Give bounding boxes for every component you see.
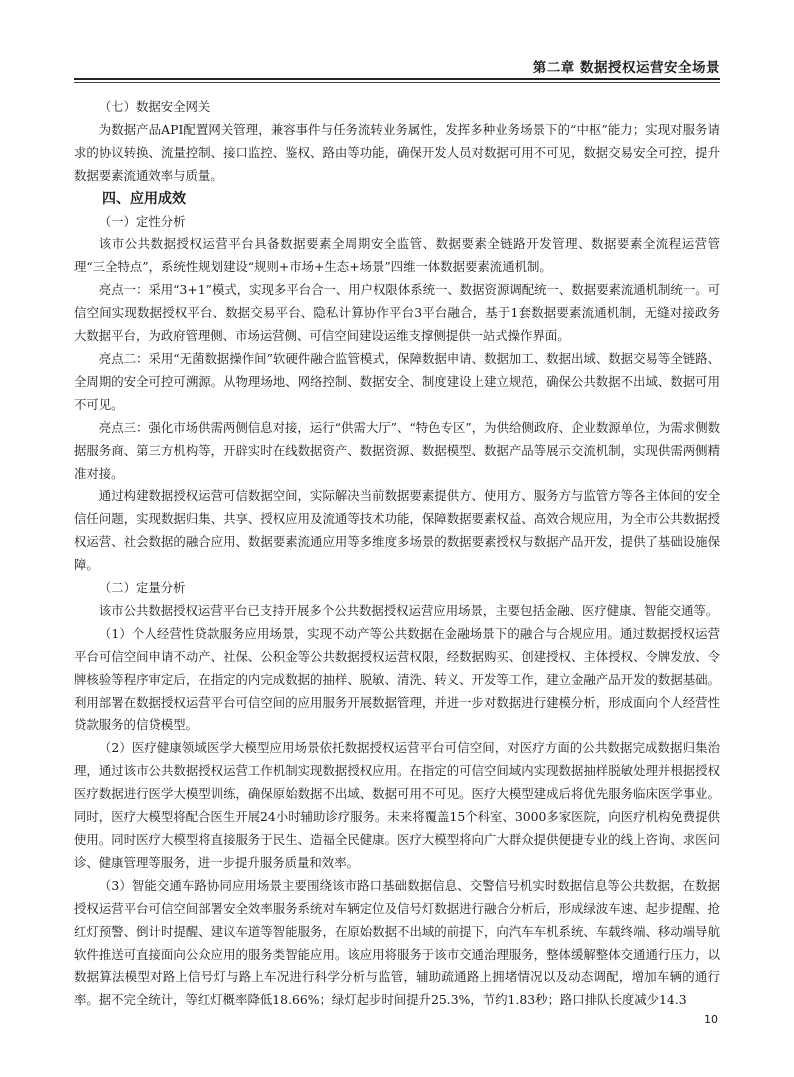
paragraph-quantitative-intro: 该市公共数据授权运营平台已支持开展多个公共数据授权运营应用场景，主要包括金融、医疗健康、智能交通等。	[98, 602, 719, 618]
paragraph-qualitative-intro: 该市公共数据授权运营平台具备数据要素全周期安全监管、数据要素全链路开发管理、数据要素全流程运营管理“三全特点”，系统性规划建设“规则+市场+生态+场景”四维一体数据要素流通机制。	[74, 236, 720, 275]
header-divider	[74, 78, 720, 80]
subsection-heading-gateway: （七）数据安全网关	[98, 99, 211, 114]
subsection-heading-quantitative: （二）定量分析	[98, 580, 186, 596]
paragraph-highlight-2: 亮点二：采用“无菌数据操作间”软硬件融合监管模式，保障数据申请、数据加工、数据出域、数据交易等全链路、全周期的安全可控可溯源。从物理场地、网络控制、数据安全、制度建设上建立规范，确保公共数据不出域、数据可用不可见。	[74, 350, 720, 412]
paragraph-scenario-1: （1）个人经营性贷款服务应用场景，实现不动产等公共数据在金融场景下的融合与合规应用。通过数据授权运营平台可信空间申请不动产、社保、公积金等公共数据授权运营权限，经数据购买、创建授权、主体授权、令牌发放、令牌核验等程序审定后，在指定的内完成数据的抽样、脱敏、清洗、转义、开发等工作，建立金融产品开发的数据基础。利用部署在数据授权运营平台可信空间的应用服务开展数据管理，并进一步对数据进行建模分析，形成面向个人经营性贷款服务的信贷模型。	[74, 625, 720, 733]
section-heading-results: 四、应用成效	[102, 190, 186, 207]
paragraph-scenario-3: （3）智能交通车路协同应用场景主要围绕该市路口基础数据信息、交警信号机实时数据信息等公共数据，在数据授权运营平台可信空间部署安全效率服务系统对车辆定位及信号灯数据进行融合分析后，形成绿波车速、起步提醒、抢红灯预警、倒计时提醒、建议车道等智能服务，在原始数据不出域的前提下，向汽车车机系统、车载终端、移动端导航软件推送可直接面向公众应用的服务类智能应用。该应用将服务于该市交通治理服务，整体缓解整体交通通行压力，以数据算法模型对路上信号灯与路上车况进行科学分析与监管，辅助疏通路上拥堵情况以及动态调配，增加车辆的通行率。据不完全统计，等红灯概率降低18.66%；绿灯起步时间提升25.3%，节约1.83秒；路口排队长度减少14.3	[74, 877, 720, 1008]
paragraph-scenario-2: （2）医疗健康领域医学大模型应用场景依托数据授权运营平台可信空间，对医疗方面的公共数据完成数据归集治理，通过该市公共数据授权运营工作机制实现数据授权应用。在指定的可信空间域内实现数据抽样脱敏处理并根据授权医疗数据进行医学大模型训练，确保原始数据不出域、数据可用不可见。医疗大模型建成后将优先服务临床医学事业。同时，医疗大模型将配合医生开展24小时辅助诊疗服务。未来将覆盖15个科室、3000多家医院，向医疗机构免费提供使用。同时医疗大模型将直接服务于民生、造福全民健康。医疗大模型将向广大群众提供便捷专业的线上咨询、求医问诊、健康管理等服务，进一步提升服务质量和效率。	[74, 740, 720, 870]
paragraph-highlight-3: 亮点三：强化市场供需两侧信息对接，运行“供需大厅”、“特色专区”，为供给侧政府、企业数源单位，为需求侧数据服务商、第三方机构等，开辟实时在线数据资产、数据资源、数据模型、数据产品等展示交流机制，实现供需两侧精准对接。	[74, 419, 720, 481]
chapter-header: 第二章 数据授权运营安全场景	[532, 60, 720, 76]
header-divider-thin	[74, 82, 720, 83]
paragraph-qualitative-summary: 通过构建数据授权运营可信数据空间，实际解决当前数据要素提供方、使用方、服务方与监管方等各主体间的安全信任问题，实现数据归集、共享、授权应用及流通等技术功能，保障数据要素权益、高效合规应用，为全市公共数据授权运营、社会数据的融合应用、数据要素流通应用等多维度多场景的数据要素授权与数据产品开发，提供了基础设施保障。	[74, 488, 720, 573]
subsection-heading-qualitative: （一）定性分析	[98, 213, 186, 229]
paragraph-gateway: 为数据产品API配置网关管理，兼容事件与任务流转业务属性，发挥多种业务场景下的“中枢”能力；实现对服务请求的协议转换、流量控制、接口监控、鉴权、路由等功能，确保开发人员对数据可用不可见，数据交易安全可控，提升数据要素流通效率与质量。	[74, 121, 720, 183]
paragraph-highlight-1: 亮点一：采用“3+1”模式，实现多平台合一、用户权限体系统一、数据资源调配统一、数据要素流通机制统一。可信空间实现数据授权平台、数据交易平台、隐私计算协作平台3平台融合，基于1套数据要素流通机制，无缝对接政务大数据平台，为政府管理侧、市场运营侧、可信空间建设运维支撑侧提供一站式操作界面。	[74, 282, 720, 344]
page-body	[74, 96, 720, 1012]
page-number: 10	[704, 1013, 718, 1026]
